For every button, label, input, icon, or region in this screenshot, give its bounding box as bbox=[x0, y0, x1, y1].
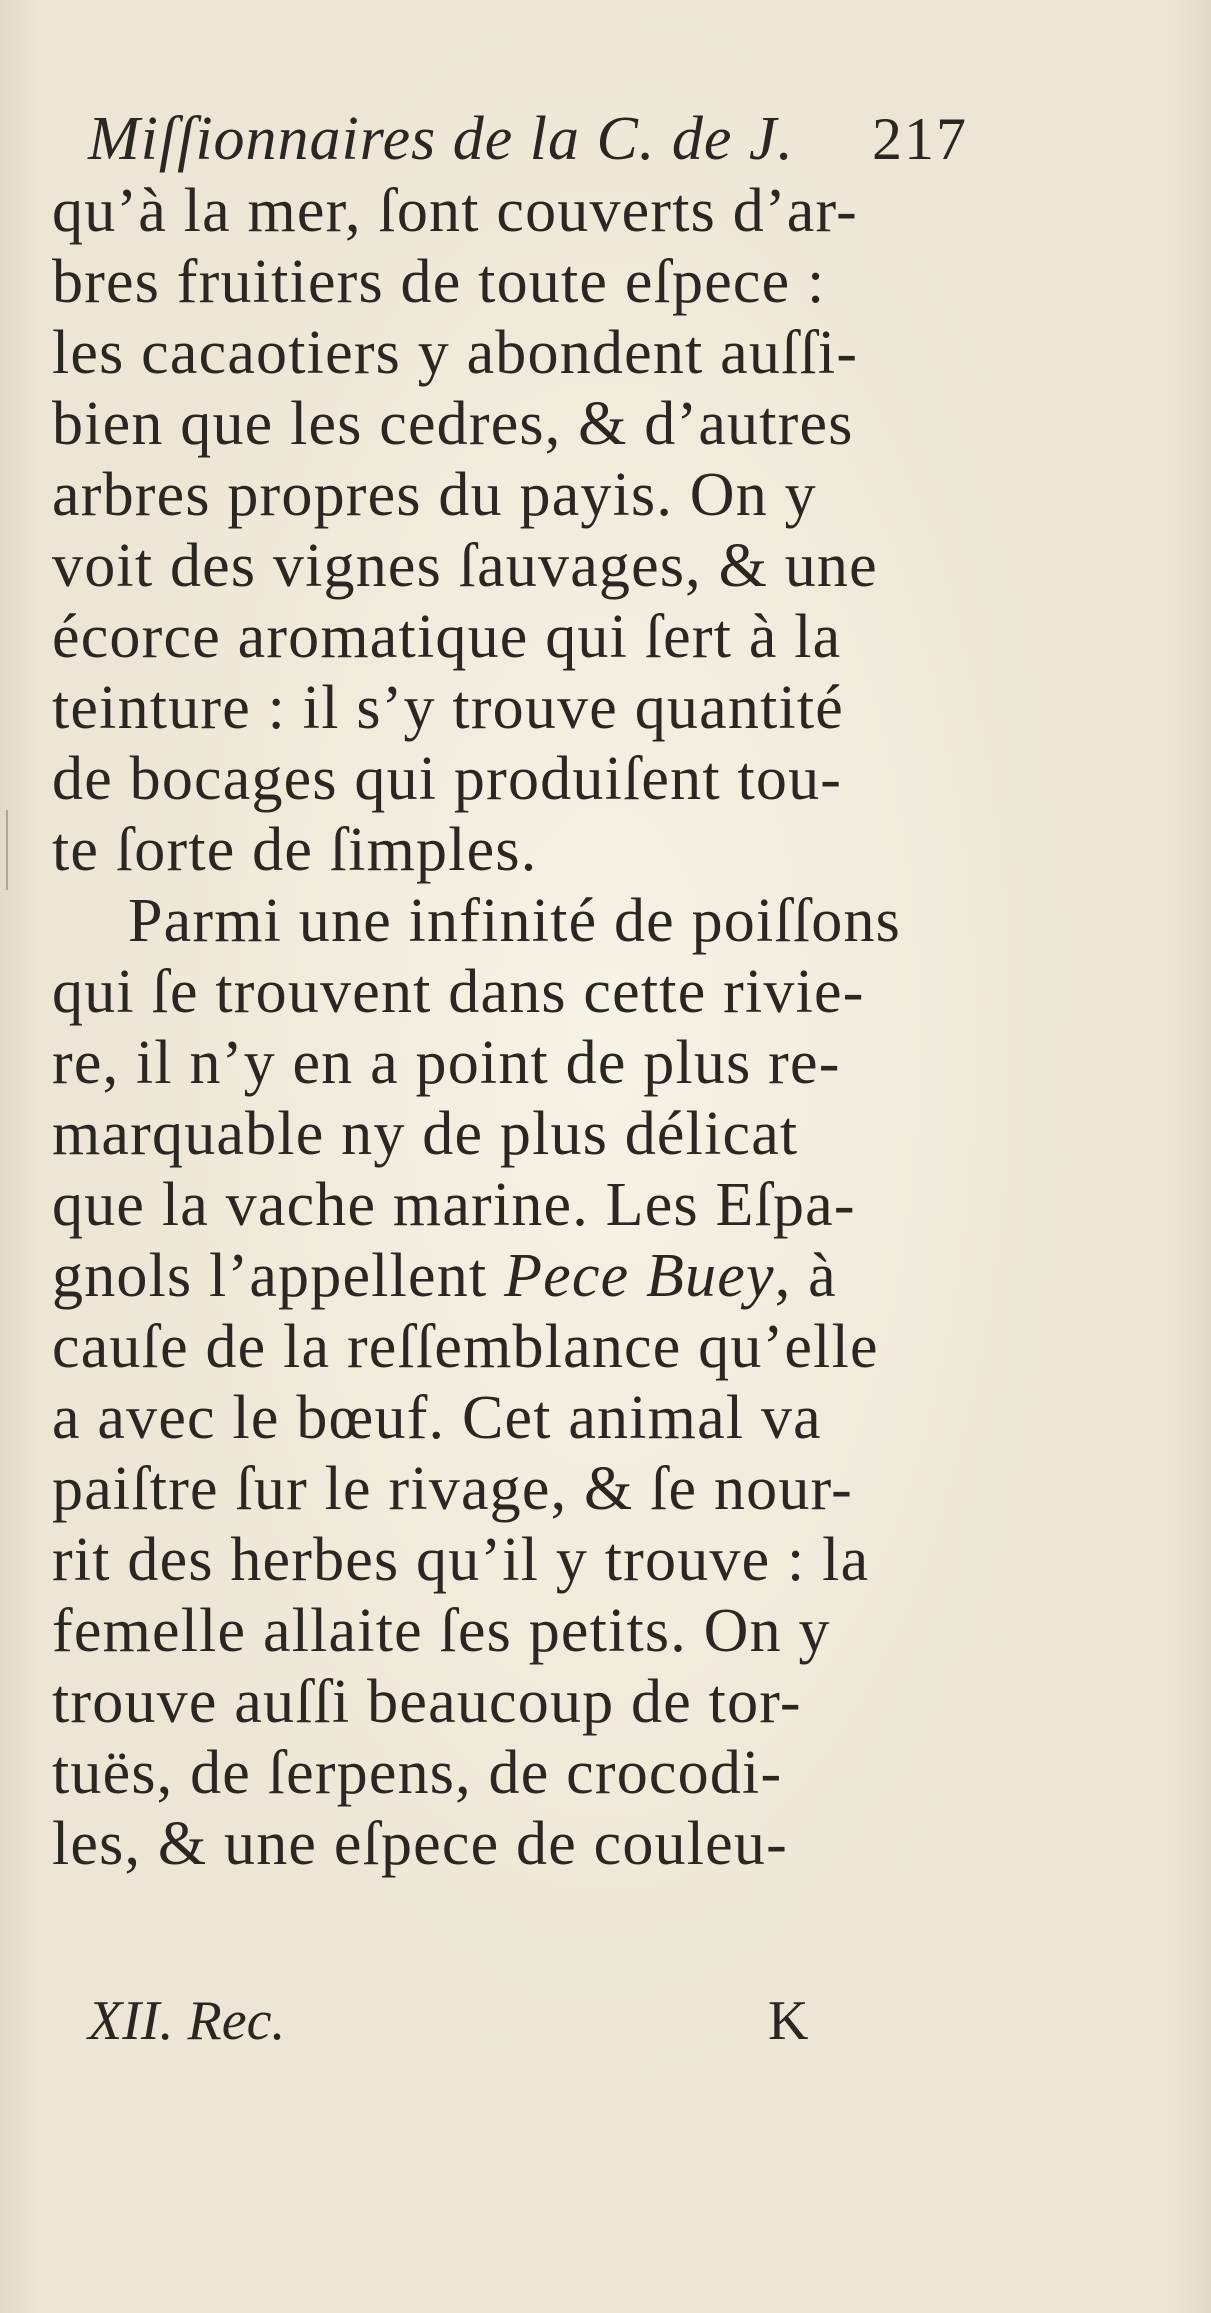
text-line: les cacaotiers y abondent auſſi- bbox=[52, 319, 859, 387]
volume-signature: XII. Rec. bbox=[88, 1990, 286, 2052]
text-line: les, & une eſpece de couleu- bbox=[52, 1810, 788, 1878]
text-line: te ſorte de ſimples. bbox=[52, 816, 538, 884]
text-line: rit des herbes qu’il y trouve : la bbox=[52, 1526, 870, 1594]
running-title: Miſſionnaires de la C. de J. bbox=[88, 105, 794, 173]
text-line: paiſtre ſur le rivage, & ſe nour- bbox=[52, 1455, 854, 1523]
text-line: bien que les cedres, & d’autres bbox=[52, 390, 854, 458]
page-footer bbox=[88, 1986, 848, 2056]
text-line: cauſe de la reſſemblance qu’elle bbox=[52, 1313, 879, 1381]
text-line: que la vache marine. Les Eſpa- bbox=[52, 1171, 856, 1239]
text-line: qui ſe trouvent dans cette rivie- bbox=[52, 958, 865, 1026]
text-segment: , à bbox=[774, 1242, 837, 1310]
text-line: marquable ny de plus délicat bbox=[52, 1100, 799, 1168]
paragraph-start-line: Parmi une infinité de poiſſons bbox=[128, 887, 902, 955]
page-edge-mark bbox=[6, 810, 8, 890]
text-line: a avec le bœuf. Cet animal va bbox=[52, 1384, 822, 1452]
signature-mark: K bbox=[768, 1990, 809, 2052]
text-line: voit des vignes ſauvages, & une bbox=[52, 532, 878, 600]
text-line: tuës, de ſerpens, de crocodi- bbox=[52, 1739, 783, 1807]
text-line: bres fruitiers de toute eſpece : bbox=[52, 248, 826, 316]
text-segment: gnols l’appellent bbox=[52, 1242, 505, 1310]
text-line: de bocages qui produiſent tou- bbox=[52, 745, 843, 813]
italic-term: Pece Buey bbox=[504, 1242, 775, 1310]
text-line: re, il n’y en a point de plus re- bbox=[52, 1029, 841, 1097]
body-text bbox=[52, 176, 972, 1880]
text-line: teinture : il s’y trouve quantité bbox=[52, 674, 845, 742]
text-line: qu’à la mer, ſont couverts d’ar- bbox=[52, 177, 858, 245]
text-line: arbres propres du payis. On y bbox=[52, 461, 817, 529]
text-line: écorce aromatique qui ſert à la bbox=[52, 603, 842, 671]
text-line: trouve auſſi beaucoup de tor- bbox=[52, 1668, 802, 1736]
text-line: femelle allaite ſes petits. On y bbox=[52, 1597, 831, 1665]
page-header bbox=[88, 104, 968, 174]
page-number: 217 bbox=[872, 106, 968, 172]
text-line-with-italic bbox=[52, 1241, 972, 1312]
